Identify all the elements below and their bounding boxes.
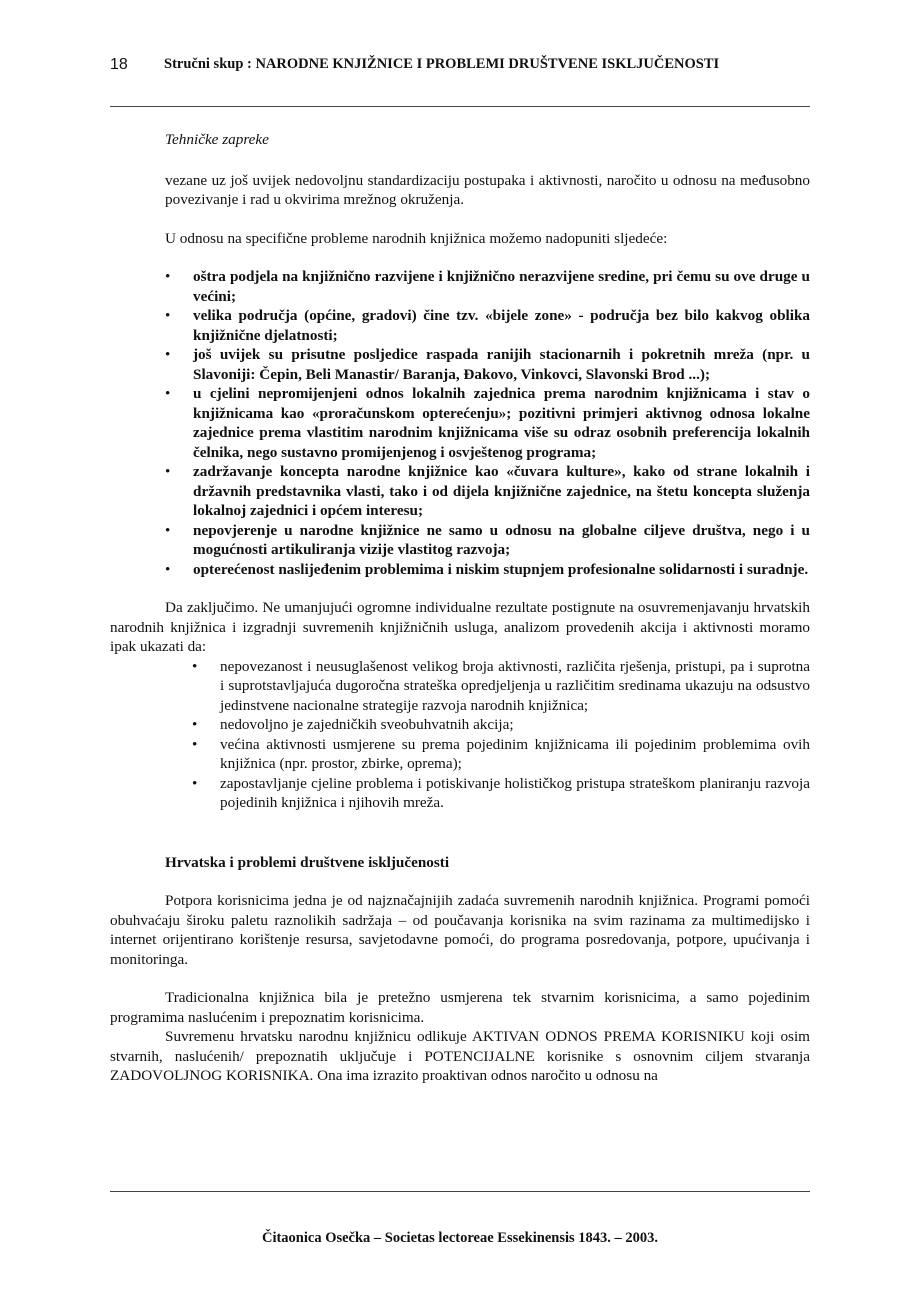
list-item: • nedovoljno je zajedničkih sveobuhvatnih akcija; [192, 715, 810, 735]
lead-paragraph: U odnosu na specifične probleme narodnih knjižnica možemo nadopuniti sljedeće: [165, 229, 668, 247]
section-paragraph: Potpora korisnicima jedna je od najznačajnijih zadaća suvremenih narodnih knjižnica. Programi pomoći obuhvaćaju široku paletu raznolikih sadržaja – od poučavanja korisnika na svim razinama za multimedijsko i internet orijentirano korištenje resursa, savjetodavne pomoći, do programa posredovanja, potpore, upućivanja i monitoringa. [110, 892, 810, 968]
section-heading: Hrvatska i problemi društvene isključenosti [165, 853, 450, 871]
subheading-technical-obstacles: Tehničke zapreke [165, 131, 269, 148]
list-item: • još uvijek su prisutne posljedice raspada ranijih stacionarnih i pokretnih mreža (npr. u Slavoniji: Čepin, Beli Manastir/ Baranja, Đakovo, Vinkovci, Slavonski Brod ...); [165, 345, 810, 384]
list-item: • u cjelini nepromijenjeni odnos lokalnih zajednica prema narodnim knjižnicama i stav o knjižnicama kao «proračunskom opterećenju»; pozitivni primjeri aktivnog odnosa lokalne zajednice prema vlastitim narodnim knjižnicama više su odraz osobnih preferencija lokalnih čelnika, nego sustavno promijenjenog i osvještenog programa; [165, 384, 810, 462]
section-paragraph: Suvremenu hrvatsku narodnu knjižnicu odlikuje AKTIVAN ODNOS PREMA KORISNIKU koji osim stvarnih, naslućenih/ prepoznatih uključuje i POTENCIJALNE korisnike s osnovnim ciljem stvaranja ZADOVOLJNOG KORISNIKA. Ona ima izrazito proaktivan odnos naročito u odnosu na [110, 1028, 810, 1084]
list-item: • nepovjerenje u narodne knjižnice ne samo u odnosu na globalne ciljeve društva, nego i u mogućnosti artikuliranja vizije vlastitog razvoja; [165, 521, 810, 560]
page-content [110, 130, 810, 1086]
list-item: • zapostavljanje cjeline problema i potiskivanje holističkog pristupa strateškom planiranju razvoja pojedinih knjižnica i njihovih mreža. [192, 774, 810, 813]
page-number: 18 [110, 56, 128, 73]
list-item: • oštra podjela na knjižnično razvijene i knjižnično nerazvijene sredine, pri čemu su ove druge u većini; [165, 267, 810, 306]
list-item: • većina aktivnosti usmjerene su prema pojedinim knjižnicama ili pojedinim problemima ovih knjižnica (npr. prostor, zbirke, oprema); [192, 735, 810, 774]
footer-rule [110, 1191, 810, 1192]
section-paragraph: Tradicionalna knjižnica bila je pretežno usmjerena tek stvarnim korisnicima, a samo pojedinim programima naslućenim i prepoznatim korisnicima. [110, 989, 810, 1026]
list-item: • nepovezanost i neusuglašenost velikog broja aktivnosti, različita rješenja, pristupi, pa i suprotna i suprotstavljajuća dugoročna strateška opredjeljenja u različitim sredinama ukazuju na odsustvo jedinstvene nacionalne strategije razvoja narodnih knjižnica; [192, 657, 810, 716]
conclusion-paragraph: Da zaključimo. Ne umanjujući ogromne individualne rezultate postignute na osuvremenjavanju hrvatskih narodnih knjižnica i izgradnji suvremenih knjižničnih usluga, analizom provedenih akcija i aktivnosti moramo ipak ukazati da: [110, 599, 810, 655]
running-head: Stručni skup : NARODNE KNJIŽNICE I PROBLEMI DRUŠTVENE ISKLJUČENOSTI [164, 56, 720, 72]
page-footer: Čitaonica Osečka – Societas lectoreae Essekinensis 1843. – 2003. [261, 1230, 659, 1246]
intro-paragraph: vezane uz još uvijek nedovoljnu standardizaciju postupaka i aktivnosti, naročito u odnosu na međusobno povezivanje i rad u okvirima mrežnog okruženja. [165, 171, 810, 208]
list-item: • velika područja (općine, gradovi) čine tzv. «bijele zone» - područja bez bilo kakvog oblika knjižnične djelatnosti; [165, 306, 810, 345]
conclusions-list [192, 657, 810, 813]
header-rule [110, 106, 810, 107]
list-item: • zadržavanje koncepta narodne knjižnice kao «čuvara kulture», kako od strane lokalnih i državnih predstavnika vlasti, tako i od dijela knjižnične zajednice, na štetu koncepta služenja lokalnoj zajednici i općem interesu; [165, 462, 810, 521]
problems-list [165, 267, 810, 579]
list-item: • opterećenost naslijeđenim problemima i niskim stupnjem profesionalne solidarnosti i suradnje. [165, 560, 810, 580]
